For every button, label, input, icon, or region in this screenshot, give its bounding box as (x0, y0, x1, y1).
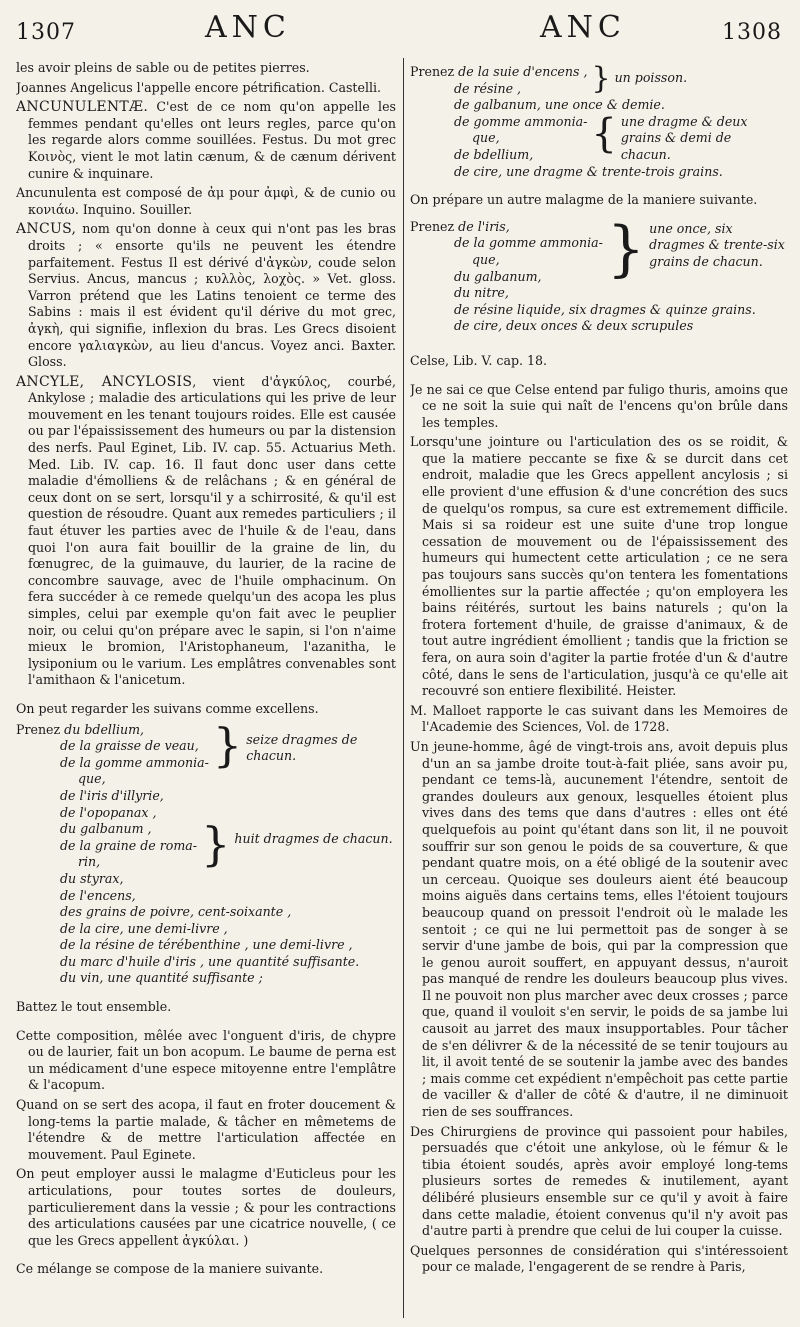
recipe-line: de galbanum, une once & demie. (454, 97, 665, 113)
recipe-group (16, 817, 396, 904)
recipe-block (410, 213, 788, 335)
paragraph: Ce mélange se compose de la maniere suivante. (16, 1261, 324, 1277)
recipe-block (16, 717, 396, 988)
brace: } (201, 817, 231, 872)
entry-text: C'est de ce nom qu'on appelle les femmes pendant qu'elles ont leurs regles, parce qu'on les regarde alors comme souillées. Festus. Du mot grec Κοινὸς, vient le mot latin cænum, & de cænum dérivent cunire & inquinare. (28, 99, 396, 181)
paragraph: Quelques personnes de considération qui s'intéressoient pour ce malade, l'engagerent de se rendre à Paris, (410, 1242, 788, 1275)
entry-ancus (16, 221, 396, 370)
paragraph: Un jeune-homme, âgé de vingt-trois ans, avoit depuis plus d'un an sa jambe droite tout-à-fait pliée, sans avoir pu, pendant ce tems-là, aucunement l'étendre, sentoit de grandes douleurs aux genoux, lesquelles étoient plus vives dans des tems que dans d'autres : elles ont été quelquefois au point qu'étant dans son lit, il ne pouvoit souffrir sur son genou le poids de sa couverture, & que pendant quatre mois, on a été obligé de la soutenir avec un cerceau. Quoique ses douleurs aient été beaucoup moins aiguës dans certains tems, elles l'étoient toujours beaucoup quand on pressoit l'endroit où le malade les sentoit ; ce qui ne lui permettoit pas de songer à se servir d'une jambe de bois, qui par la compression que le genou auroit souffert, en appuyant dessus, n'auroit pas manqué de rendre les douleurs beaucoup plus vives. Il ne pouvoit non plus marcher avec deux crosses ; parce que, quand il vouloit s'en servir, le poids de sa jambe lui causoit au jarret des maux insupportables. Pour tâcher de s'en délivrer & de la nécessité de se tenir toujours au lit, il avoit tenté de se soutenir la jambe avec des bandes ; mais comme cet expédient n'empêchoit pas cette partie de vaciller & d'aller de côté & d'autre, il ne diminuoit rien de ses souffrances. (410, 738, 788, 1120)
recipe-group (16, 717, 396, 822)
ingredient-list (410, 219, 603, 302)
dose: seize dragmes de chacun. (246, 731, 358, 764)
ingredient: de gomme ammonia- (454, 113, 588, 129)
ingredient: de la graisse de veau, (60, 738, 199, 754)
ingredient: de l'opopanax , (60, 804, 157, 820)
recipe-line: de résine liquide, six dragmes & quinze grains. (454, 301, 756, 317)
ingredient: de résine , (454, 80, 522, 96)
paragraph: M. Malloet rapporte le cas suivant dans les Memoires de l'Academie des Sciences, Vol. de 1728. (410, 702, 788, 735)
entry-headword: ANCUNULENTÆ. (16, 99, 149, 116)
prenez-label: Prenez (410, 64, 455, 79)
column-divider (403, 58, 404, 1318)
ingredient: que, (78, 771, 106, 787)
entry-ancyle (16, 374, 396, 689)
ingredient: Prenez de la suie d'encens , (410, 64, 588, 79)
ingredient-list (410, 64, 587, 97)
brace: } (606, 213, 646, 284)
ingredient: de la graine de roma- (60, 837, 198, 853)
entry-headword: ANCUS, (16, 221, 77, 238)
ingredient: du galbanum , (60, 821, 152, 837)
brace: } (212, 717, 243, 772)
ingredient: Prenez de l'iris, (410, 218, 510, 234)
paragraph: les avoir pleins de sable ou de petites pierres. (16, 60, 310, 75)
page-number-right: 1308 (722, 20, 782, 45)
entry-text: , vient d'ἀγκύλος, courbé, Ankylose ; maladie des articulations qui les prive de leur mouvement en les tenant toujours roides. Elle est causée ou par l'épaississement des humeurs ou par la distension des nerfs. Paul Eginet, Lib. IV. cap. 55. Actuarius Meth. Med. Lib. IV. cap. 16. Il faut donc user dans cette maladie d'émolliens & de relâchans ; & en général de ceux dont on se sert, lorsqu'il y a schirrosité, & qu'il est question de résoudre. Quant aux remedes particuliers ; il faut étuver les parties avec de l'huile & de l'eau, dans quoi l'on aura fait bouillir de la graine de lin, du fœnugrec, de la guimauve, du laurier, de la racine de concombre sauvage, avec de l'huile omphacinum. On fera succéder à ce remede quelqu'un des acopa les plus simples, celui par exemple qu'on fait avec le peuplier noir, ou celui qu'on prépare avec le sapin, si l'on n'aime mieux le bromion, l'Aristophaneum, l'azanitha, le lysiponium ou le varium. Les emplâtres convenables sont l'amithaon & l'anicetum. (28, 373, 396, 688)
running-header (0, 0, 800, 54)
ingredient: de l'encens, (60, 887, 136, 903)
recipe-line: de la résine de térébenthine , une demi-livre , (60, 937, 353, 953)
recipe-line: de la cire, une demi-livre , (60, 920, 228, 936)
recipe-group (410, 61, 788, 97)
ingredient: du styrax, (60, 870, 124, 886)
headword-left: ANC (205, 10, 291, 45)
paragraph: On peut employer aussi le malagme d'Euticleus pour les articulations, pour toutes sortes de douleurs, particulierement dans la vessie ; & pour les contractions des articulations causées par une cicatrice nouvelle, ( ce que les Grecs appellent ἀγκύλαι. ) (16, 1166, 396, 1248)
dose: une once, six dragmes & trente-six grains de chacun. (649, 220, 785, 269)
ingredient: de la gomme ammonia- (60, 754, 209, 770)
paragraph: Ancunulenta est composé de ἀμ pour ἀμφὶ, & de cunio ou κονιάω. Inquino. Souiller. (16, 185, 396, 217)
page-number-left: 1307 (16, 20, 76, 45)
ingredient: du nitre, (454, 285, 509, 301)
ingredient-list (16, 722, 209, 822)
paragraph: Cette composition, mêlée avec l'onguent d'iris, de chypre ou de laurier, fait un bon acopum. Le baume de perna est un médicament d'une espece mitoyenne entre l'emplâtre & l'acopum. (16, 1027, 396, 1093)
dose: une dragme & deux grains & demi de chacun. (620, 113, 748, 162)
paragraph: Des Chirurgiens de province qui passoient pour habiles, persuadés que c'étoit une ankylose, où le fémur & le tibia étoient soudés, après avoir employé long-tems plusieurs sortes de remedes & inutilement, ayant délibéré plusieurs ensemble sur ce qu'il y avoit à faire dans cette maladie, étoient convenus qu'il n'y avoit pas d'autre parti à prendre que celui de lui couper la cuisse. (410, 1123, 788, 1239)
ingredient: de l'iris d'illyrie, (60, 787, 164, 803)
recipe-line: de cire, deux onces & deux scrupules (454, 318, 694, 334)
ingredient: du galbanum, (454, 268, 542, 284)
ingredient: de la gomme ammonia- (454, 235, 603, 251)
ingredient-list (410, 114, 587, 164)
ingredient: que, (472, 130, 500, 146)
prenez-label: Prenez (410, 218, 455, 234)
ingredient: rin, (78, 854, 101, 870)
headword-right: ANC (540, 10, 626, 45)
paragraph: Joannes Angelicus l'appelle encore pétrification. Castelli. (16, 79, 382, 95)
paragraph: On prépare un autre malagme de la maniere suivante. (410, 192, 758, 208)
dose: huit dragmes de chacun. (234, 831, 393, 847)
entry-text: nom qu'on donne à ceux qui n'ont pas les bras droits ; « ensorte qu'ils ne peuvent les étendre parfaitement. Festus Il est dérivé d'ἀγκὼν, coude selon Servius. Ancus, mancus ; κυλλὸς, λοχὸς. » Vet. gloss. Varron prétend que les Latins tenoient ce terme des Sabins : mais il est évident qu'il dérive du mot grec, ἀγκὴ, qui signifie, inflexion du bras. Les Grecs disoient encore γαλιαγκὼν, au lieu d'ancus. Voyez anci. Baxter. Gloss. (28, 221, 396, 370)
brace: { (591, 110, 617, 157)
paragraph: Je ne sai ce que Celse entend par fuligo thuris, amoins que ce ne soit la suie qui naît de l'encens qu'on brûle dans les temples. (410, 381, 788, 430)
entry-ancunulentae (16, 99, 396, 182)
entry-headword: ANCYLE, ANCYLOSIS (16, 373, 193, 390)
ingredient: que, (472, 251, 500, 267)
paragraph: Quand on se sert des acopa, il faut en froter doucement & long-tems la partie malade, & tâcher en mêmetems de l'étendre & de mettre l'articulation affectée en mouvement. Paul Eginete. (16, 1097, 396, 1162)
paragraph: Lorsqu'une jointure ou l'articulation des os se roidit, & que la matiere peccante se fixe & se durcit dans cet endroit, maladie que les Grecs appellent ancylosis ; si elle provient d'une effusion & d'une concrétion des sucs de quelqu'os rompus, sa cure est extremement difficile. Mais si sa roideur est une suite d'une trop longue cessation de mouvement ou de l'épaississement des humeurs qui humectent cette articulation ; ce ne sera pas toujours sans succès qu'on tentera les fomentations émollientes sur la partie affectée ; qu'on employera les bains réitérés, surtout les bains naturels ; qu'on la frotera fortement d'huile, de graisse d'animaux, & de tout autre ingrédient émollient ; tandis que la friction se fera, on aura soin d'agiter la partie frotée d'un & d'autre côté, dans le sens de l'articulation, jusqu'à ce qu'elle ait recouvré son entiere flexibilité. Heister. (410, 434, 788, 699)
recipe-line: du marc d'huile d'iris , une quantité suffisante. (60, 953, 360, 969)
paragraph: On peut regarder les suivans comme excellens. (16, 700, 319, 716)
recipe-group (410, 213, 788, 302)
ingredient-list (16, 821, 197, 904)
brace: } (591, 61, 611, 96)
ingredient: Prenez du bdellium, (16, 721, 145, 737)
recipe-line: du vin, une quantité suffisante ; (60, 970, 263, 986)
prenez-label: Prenez (16, 721, 61, 737)
dose: un poisson. (614, 70, 688, 85)
citation: Celse, Lib. V. cap. 18. (410, 352, 548, 368)
right-column (410, 60, 788, 1322)
recipe-block (410, 61, 788, 180)
ingredient: de bdellium, (454, 146, 534, 162)
recipe-group (410, 110, 788, 164)
left-column (16, 60, 396, 1322)
recipe-line: de cire, une dragme & trente-trois grains. (454, 163, 723, 179)
recipe-line: des grains de poivre, cent-soixante , (60, 904, 292, 920)
paragraph: Battez le tout ensemble. (16, 999, 172, 1015)
